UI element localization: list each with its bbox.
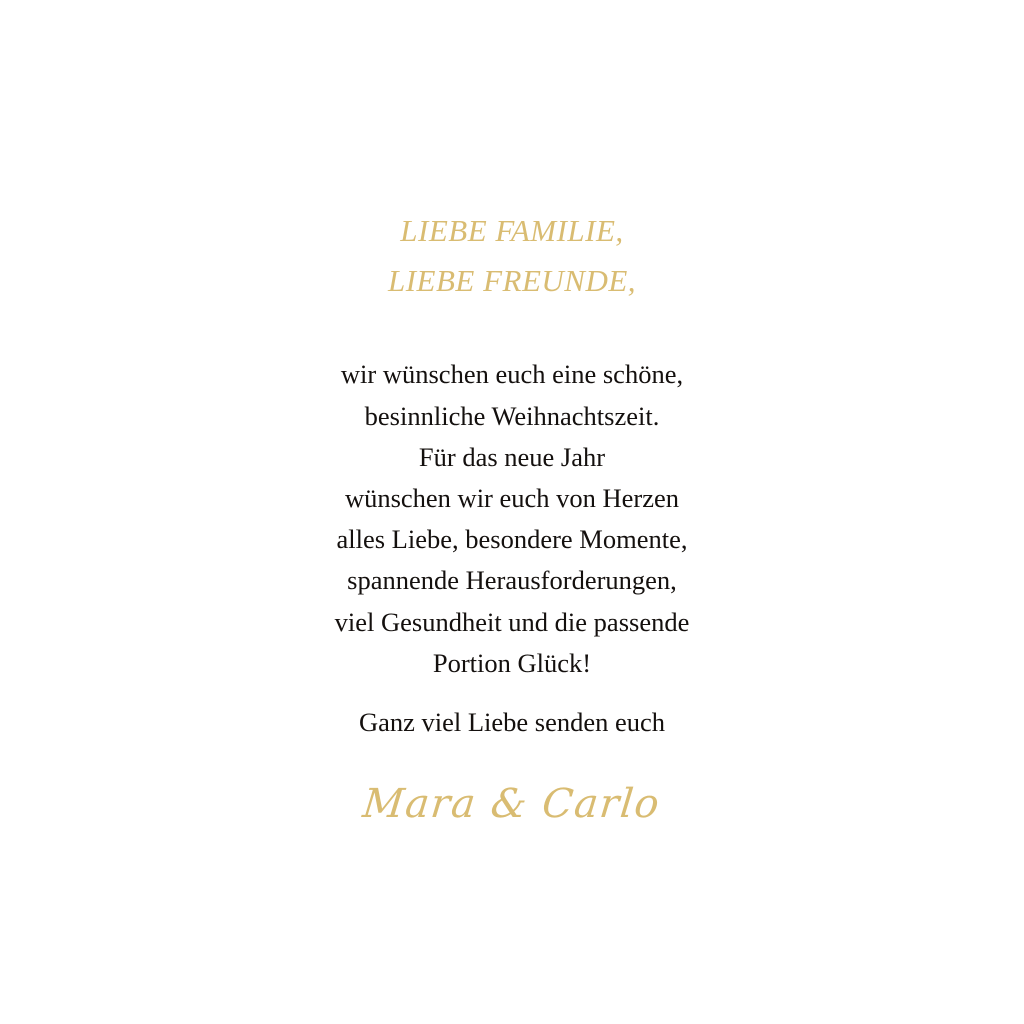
closing-line: Ganz viel Liebe senden euch bbox=[358, 707, 666, 738]
greeting-line-2: LIEBE FREUNDE, bbox=[387, 263, 637, 299]
closing-text bbox=[359, 702, 665, 743]
signature: Mara & Carlo bbox=[360, 781, 664, 828]
message-line-3: Für das neue Jahr bbox=[418, 441, 606, 472]
message-line-6: spannende Herausforderungen, bbox=[347, 565, 677, 596]
message-body bbox=[335, 354, 690, 684]
message-line-7: viel Gesundheit und die passende bbox=[334, 606, 690, 637]
message-line-5: alles Liebe, besondere Momente, bbox=[336, 524, 688, 555]
message-line-8: Portion Glück! bbox=[432, 647, 592, 678]
greeting-line-1: LIEBE FAMILIE, bbox=[400, 213, 624, 248]
message-line-4: wünschen wir euch von Herzen bbox=[344, 483, 680, 514]
message-line-2: besinnliche Weihnachtszeit. bbox=[364, 400, 660, 431]
greeting-heading bbox=[388, 206, 636, 306]
message-line-1: wir wünschen euch eine schöne, bbox=[340, 359, 684, 390]
